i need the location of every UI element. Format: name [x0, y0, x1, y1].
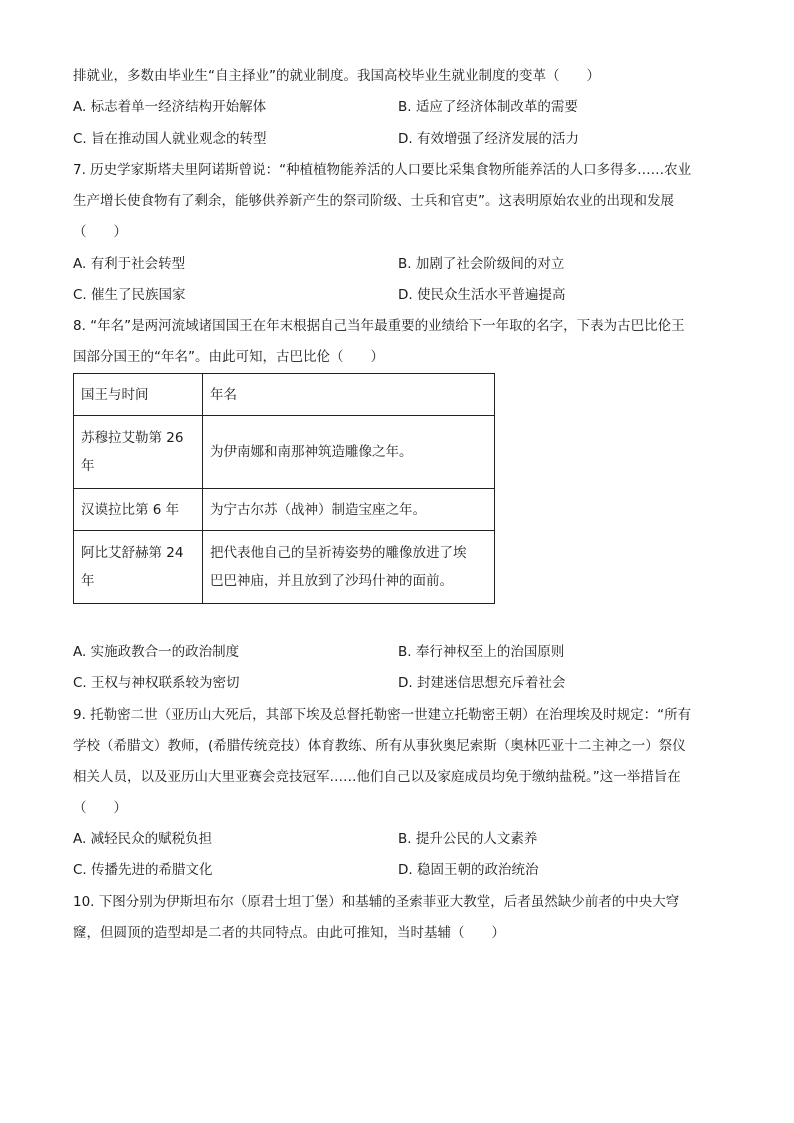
table-cell-year-name [203, 416, 495, 489]
q8-option-c: C. 王权与神权联系较为密切 [73, 675, 240, 691]
q8-option-a: A. 实施政教合一的政治制度 [73, 644, 240, 660]
cell-text: 年 [81, 573, 95, 589]
q9-option-a: A. 减轻民众的赋税负担 [73, 831, 213, 847]
q8-option-b: B. 奉行神权至上的治国原则 [398, 644, 565, 660]
table-cell-year-name [203, 531, 495, 604]
cell-text: 汉谟拉比第 6 年 [81, 501, 180, 518]
q8-stem-line-1: 8. “年名”是两河流域诸国国王在年末根据自己当年最重要的业绩给下一年取的名字，下表为古巴比伦王 [73, 318, 685, 334]
cell-text: 阿比艾舒赫第 24 [81, 545, 184, 561]
q7-option-a: A. 有利于社会转型 [73, 256, 186, 272]
q9-option-b: B. 提升公民的人文素养 [398, 831, 538, 847]
q7-stem-line-2: 生产增长使食物有了剩余，能够供养新产生的祭司阶级、士兵和官吏”。这表明原始农业的出现和发展 [73, 193, 674, 209]
q6-stem: 排就业，多数由毕业生“自主择业”的就业制度。我国高校毕业生就业制度的变革（ ） [73, 68, 600, 84]
cell-text: 为宁古尔苏（战神）制造宝座之年。 [210, 501, 426, 518]
q10-stem-line-2: 窿，但圆顶的造型却是二者的共同特点。由此可推知，当时基辅（ ） [73, 925, 505, 941]
cell-text: 为伊南娜和南那神筑造雕像之年。 [210, 444, 413, 460]
cell-text: 苏穆拉艾勒第 26 [81, 430, 184, 446]
cell-text: 巴巴神庙，并且放到了沙玛什神的面前。 [210, 573, 453, 589]
table-row [74, 416, 495, 489]
q7-option-d: D. 使民众生活水平普遍提高 [398, 287, 566, 303]
q9-option-c: C. 传播先进的希腊文化 [73, 862, 213, 878]
table-cell-king [74, 531, 203, 604]
q6-option-c: C. 旨在推动国人就业观念的转型 [73, 131, 267, 147]
q8-option-d: D. 封建迷信思想充斥着社会 [398, 675, 566, 691]
q7-stem-line-1: 7. 历史学家斯塔夫里阿诺斯曾说：“种植植物能养活的人口要比采集食物所能养活的人口多得多……农业 [73, 162, 692, 178]
q8-stem-line-2: 国部分国王的“年名”。由此可知，古巴比伦（ ） [73, 349, 384, 365]
q9-option-d: D. 稳固王朝的政治统治 [398, 862, 539, 878]
cell-text: 年 [81, 458, 95, 474]
table-cell-year-name [203, 489, 495, 531]
table-header-row [74, 374, 495, 416]
year-name-table [73, 373, 495, 604]
q6-option-b: B. 适应了经济体制改革的需要 [398, 99, 578, 115]
table-row [74, 531, 495, 604]
q7-stem-line-3: （ ） [73, 224, 127, 240]
table-row [74, 489, 495, 531]
q9-stem-line-4: （ ） [73, 800, 127, 816]
q6-option-a: A. 标志着单一经济结构开始解体 [73, 99, 267, 115]
table-header-name: 年名 [203, 374, 495, 416]
q10-stem-line-1: 10. 下图分别为伊斯坦布尔（原君士坦丁堡）和基辅的圣索菲亚大教堂，后者虽然缺少前者的中央大穹 [73, 894, 680, 910]
q9-stem-line-1: 9. 托勒密二世（亚历山大死后，其部下埃及总督托勒密一世建立托勒密王朝）在治理埃及时规定：“所有 [73, 707, 692, 723]
table-header-king: 国王与时间 [74, 374, 203, 416]
q7-option-b: B. 加剧了社会阶级间的对立 [398, 256, 565, 272]
table-cell-king [74, 489, 203, 531]
q9-stem-line-3: 相关人员，以及亚历山大里亚赛会竞技冠军……他们自己以及家庭成员均免于缴纳盐税。”这一举措旨在 [73, 769, 681, 785]
q9-stem-line-2: 学校（希腊文）教师，(希腊传统竞技）体育教练、所有从事狄奥尼索斯（奥林匹亚十二主神之一）祭仪 [73, 738, 686, 754]
q7-option-c: C. 催生了民族国家 [73, 287, 186, 303]
q6-option-d: D. 有效增强了经济发展的活力 [398, 131, 579, 147]
cell-text: 把代表他自己的呈祈祷姿势的雕像放进了埃 [210, 545, 467, 561]
table-cell-king [74, 416, 203, 489]
